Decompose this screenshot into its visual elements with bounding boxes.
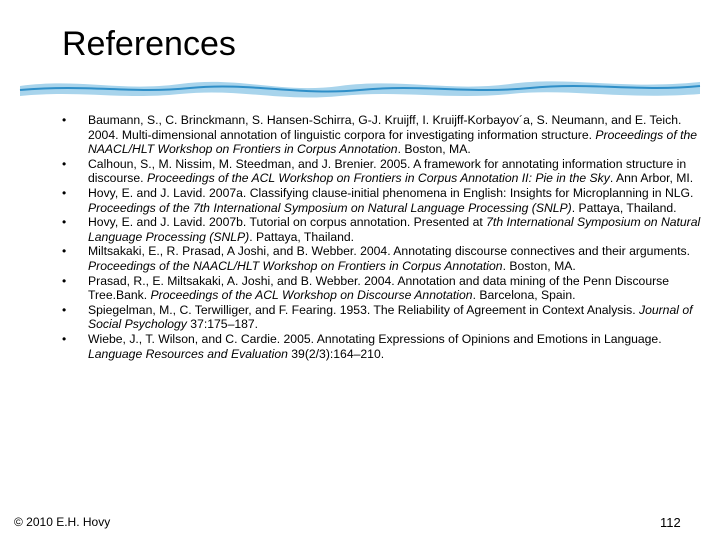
- reference-text: 39(2/3):164–210.: [287, 346, 385, 361]
- reference-text: . Pattaya, Thailand.: [249, 229, 355, 244]
- reference-text: Baumann, S., C. Brinckmann, S. Hansen-Schirra, G-J. Kruijff, I. Kruijff-Korbayov´a, S. Neumann, and E. Teich. 2004. Multi-dimensional annotation of linguistic corpora for investigating information structure.: [88, 113, 682, 142]
- reference-text: Calhoun, S., M. Nissim, M. Steedman, and J. Brenier. 2005. A framework for annotating information structure in discourse.: [88, 156, 687, 186]
- copyright-footer: © 2010 E.H. Hovy: [14, 515, 111, 529]
- reference-text: Wiebe, J., T. Wilson, and C. Cardie. 2005. Annotating Expressions of Opinions and Emotions in Language.: [88, 331, 662, 346]
- page-number: 112: [660, 515, 681, 530]
- reference-list: [62, 113, 702, 361]
- reference-venue: Proceedings of the NAACL/HLT Workshop on Frontiers in Corpus Annotation: [88, 258, 503, 273]
- bullet-icon: •: [62, 244, 67, 259]
- reference-item: [62, 113, 702, 157]
- reference-text: . Pattaya, Thailand.: [571, 200, 677, 215]
- reference-item: [62, 186, 702, 215]
- slide-title: References: [62, 25, 236, 63]
- reference-text: . Barcelona, Spain.: [472, 288, 576, 303]
- reference-venue: Proceedings of the NAACL/HLT Workshop on Frontiers in Corpus Annotation: [88, 127, 698, 157]
- reference-venue: 7th International Symposium on Natural Language Processing (SNLP): [88, 215, 701, 244]
- reference-item: [62, 274, 702, 303]
- reference-venue: Proceedings of the ACL Workshop on Frontiers in Corpus Annotation II: Pie in the Sky: [146, 171, 610, 186]
- bullet-icon: •: [62, 273, 67, 288]
- reference-text: Hovy, E. and J. Lavid. 2007a. Classifying clause-initial phenomena in English: Insights for Microplanning in NLG.: [88, 185, 694, 200]
- reference-text: Prasad, R., E. Miltsakaki, A. Joshi, and B. Webber. 2004. Annotation and data mining of the Penn Discourse Tree.Bank.: [88, 273, 670, 303]
- reference-text: Spiegelman, M., C. Terwilliger, and F. Fearing. 1953. The Reliability of Agreement in Context Analysis.: [88, 302, 639, 317]
- reference-venue: Proceedings of the 7th International Symposium on Natural Language Processing (SNLP): [88, 200, 572, 215]
- reference-text: Miltsakaki, E., R. Prasad, A Joshi, and B. Webber. 2004. Annotating discourse connectives and their arguments.: [88, 244, 691, 259]
- wave-divider-decoration: [0, 64, 720, 104]
- reference-text: Hovy, E. and J. Lavid. 2007b. Tutorial on corpus annotation. Presented at: [88, 215, 487, 230]
- reference-text: . Boston, MA.: [502, 258, 576, 273]
- bullet-icon: •: [62, 185, 67, 200]
- reference-item: [62, 215, 702, 244]
- bullet-icon: •: [62, 331, 67, 346]
- reference-item: [62, 157, 702, 186]
- reference-text: 37:175–187.: [186, 317, 259, 332]
- reference-venue: Journal of Social Psychology: [88, 302, 693, 332]
- reference-item: [62, 244, 702, 273]
- reference-text: . Boston, MA.: [397, 142, 471, 157]
- reference-text: . Ann Arbor, MI.: [609, 171, 694, 186]
- reference-item: [62, 303, 702, 332]
- reference-venue: Language Resources and Evaluation: [88, 346, 288, 361]
- bullet-icon: •: [62, 156, 67, 171]
- bullet-icon: •: [62, 215, 67, 230]
- bullet-icon: •: [62, 113, 67, 127]
- reference-venue: Proceedings of the ACL Workshop on Discourse Annotation: [150, 288, 473, 303]
- reference-item: [62, 332, 702, 361]
- bullet-icon: •: [62, 302, 67, 317]
